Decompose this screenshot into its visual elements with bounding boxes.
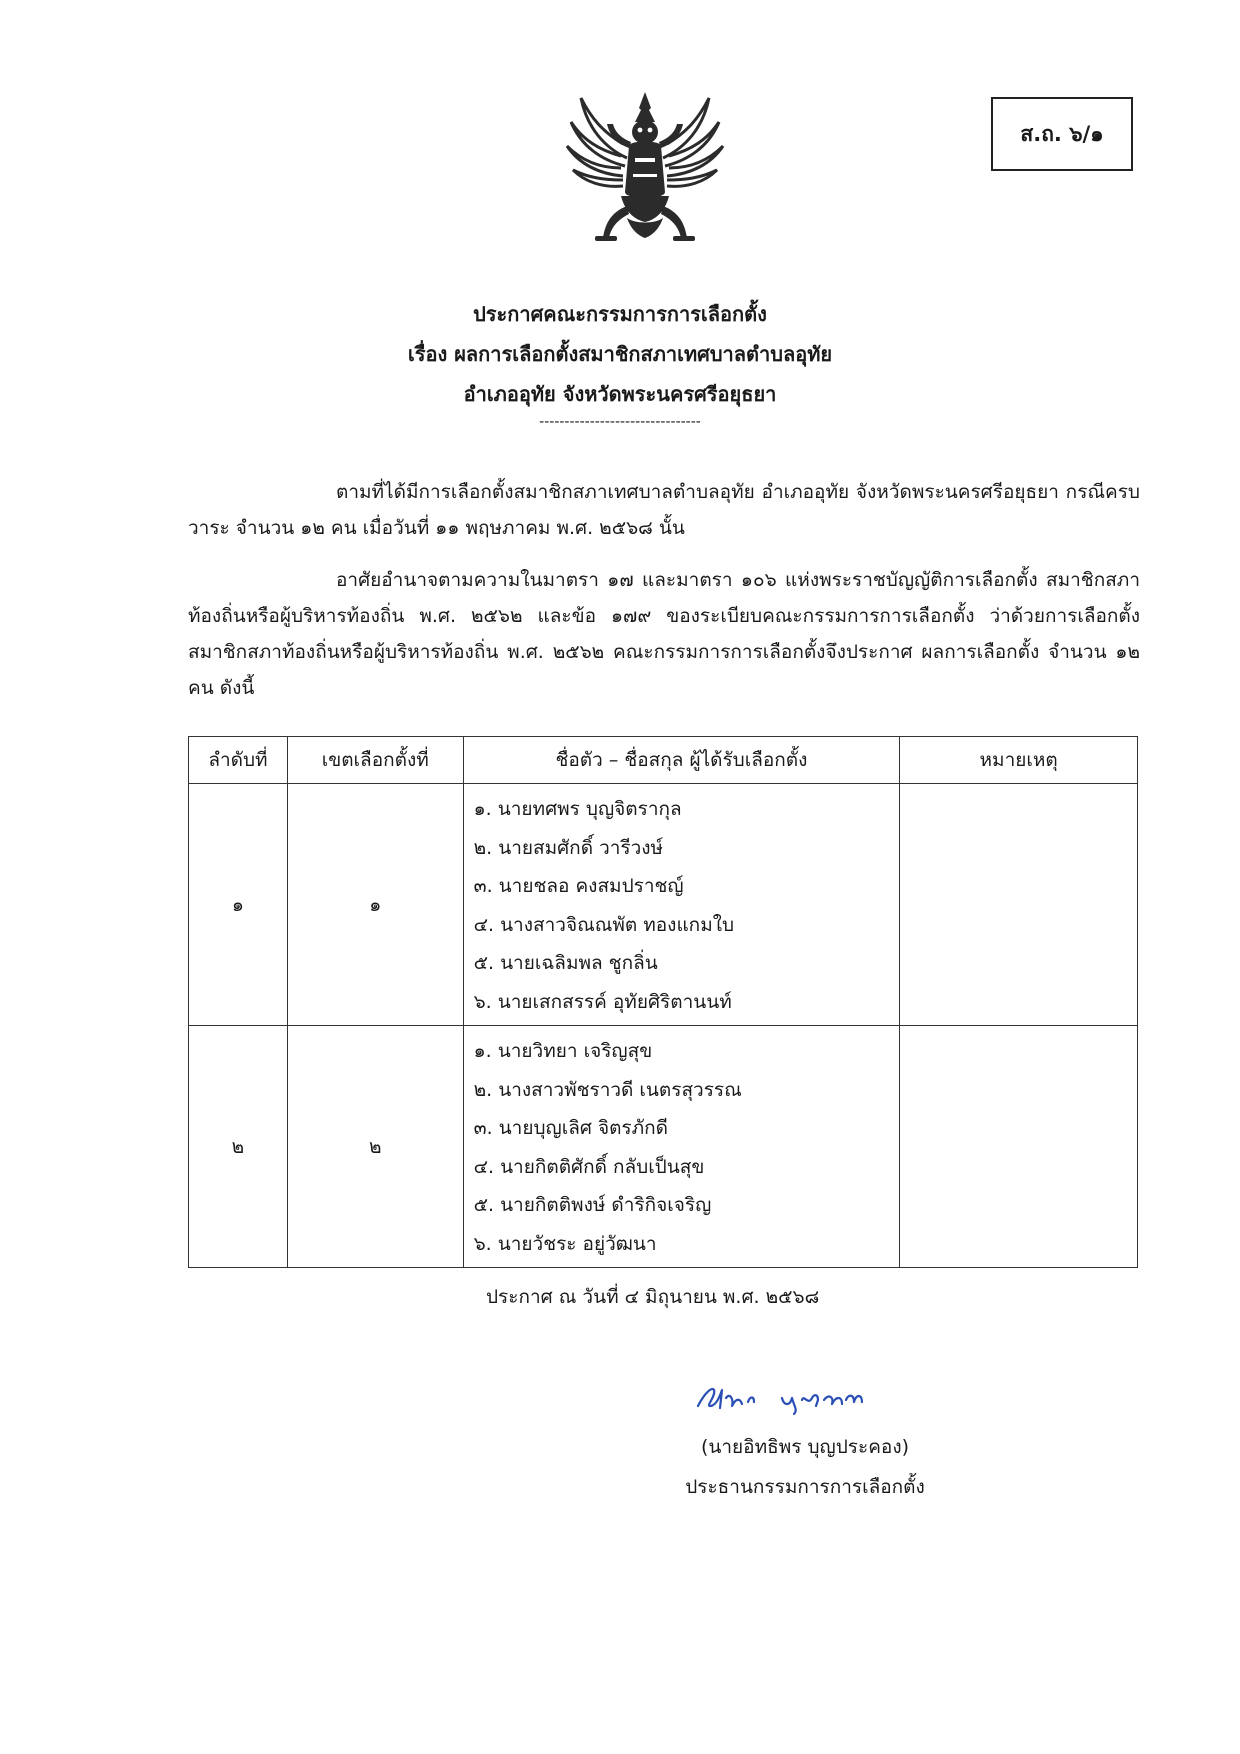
paragraph-background: [188, 474, 1140, 546]
elected-name: ๖. นายเสกสรรค์ อุทัยศิริตานนท์: [473, 990, 732, 1013]
signer-name: (นายอิทธิพร บุญประคอง): [700, 1436, 910, 1458]
header-elected-names: ชื่อตัว – ชื่อสกุล ผู้ได้รับเลือกตั้ง: [463, 737, 900, 784]
elected-names-cell: [463, 1026, 900, 1268]
paragraph-legal-basis: [188, 562, 1140, 706]
elected-names-cell: [463, 784, 900, 1026]
signer-title: ประธานกรรมการการเลือกตั้ง: [685, 1476, 925, 1498]
table-header-row: [189, 737, 1138, 784]
elected-name: ๕. นายกิตติพงษ์ ดำริกิจเจริญ: [473, 1194, 712, 1216]
table-row: [189, 784, 1138, 1026]
elected-name: ๒. นางสาวพัชราวดี เนตรสุวรรณ: [473, 1078, 742, 1101]
heading-divider: --------------------------------: [539, 414, 701, 430]
elected-name: ๔. นางสาวจิณณพัต ทองแกมใบ: [473, 913, 735, 936]
announcement-title: ประกาศคณะกรรมการการเลือกตั้ง: [473, 302, 767, 326]
elected-name: ๓. นายชลอ คงสมปราชญ์: [473, 875, 684, 897]
form-code-box: ส.ถ. ๖/๑: [991, 97, 1133, 171]
elected-name: ๖. นายวัชระ อยู่วัฒนา: [473, 1232, 657, 1255]
announcement-subject: เรื่อง ผลการเลือกตั้งสมาชิกสภาเทศบาลตำบลอุทัย: [407, 342, 833, 366]
row-remark: [900, 784, 1138, 1026]
elected-name: ๑. นายทศพร บุญจิตรากุล: [473, 798, 682, 820]
row-district: ๑: [287, 784, 463, 1026]
header-district: เขตเลือกตั้งที่: [287, 737, 463, 784]
announcement-date: ประกาศ ณ วันที่ ๔ มิถุนายน พ.ศ. ๒๕๖๘: [486, 1286, 820, 1308]
row-order: ๒: [189, 1026, 288, 1268]
announcement-location: อำเภออุทัย จังหวัดพระนครศรีอยุธยา: [463, 382, 777, 406]
row-remark: [900, 1026, 1138, 1268]
paragraph-legal-basis-text: อาศัยอำนาจตามความในมาตรา ๑๗ และมาตรา ๑๐๖ แห่งพระราชบัญญัติการเลือกตั้ง สมาชิกสภาท้องถิ่นหรือผู้บริหารท้องถิ่น พ.ศ. ๒๕๖๒ และข้อ ๑๗๙ ของระเบียบคณะกรรมการการเลือกตั้ง ว่าด้วยการเลือกตั้งสมาชิกสภาท้องถิ่นหรือผู้บริหารท้องถิ่น พ.ศ. ๒๕๖๒ คณะกรรมการการเลือกตั้งจึงประกาศ ผลการเลือกตั้ง จำนวน ๑๒ คน ดังนี้: [188, 569, 1140, 699]
header-remarks: หมายเหตุ: [900, 737, 1138, 784]
elected-name: ๒. นายสมศักดิ์ วารีวงษ์: [473, 836, 664, 859]
row-district: ๒: [287, 1026, 463, 1268]
table-row: [189, 1026, 1138, 1268]
row-order: ๑: [189, 784, 288, 1026]
handwritten-signature-icon: [690, 1376, 870, 1416]
paragraph-background-text: ตามที่ได้มีการเลือกตั้งสมาชิกสภาเทศบาลตำบลอุทัย อำเภออุทัย จังหวัดพระนครศรีอยุธยา กรณีครบวาระ จำนวน ๑๒ คน เมื่อวันที่ ๑๑ พฤษภาคม พ.ศ. ๒๕๖๘ นั้น: [188, 481, 1140, 539]
election-results-table: [188, 736, 1138, 1268]
garuda-emblem-icon: [565, 88, 725, 258]
header-order: ลำดับที่: [189, 737, 288, 784]
elected-name: ๑. นายวิทยา เจริญสุข: [473, 1040, 653, 1062]
elected-name: ๕. นายเฉลิมพล ชูกลิ่น: [473, 952, 658, 974]
elected-name: ๔. นายกิตติศักดิ์ กลับเป็นสุข: [473, 1155, 705, 1178]
elected-name: ๓. นายบุญเลิศ จิตรภักดี: [473, 1117, 668, 1139]
